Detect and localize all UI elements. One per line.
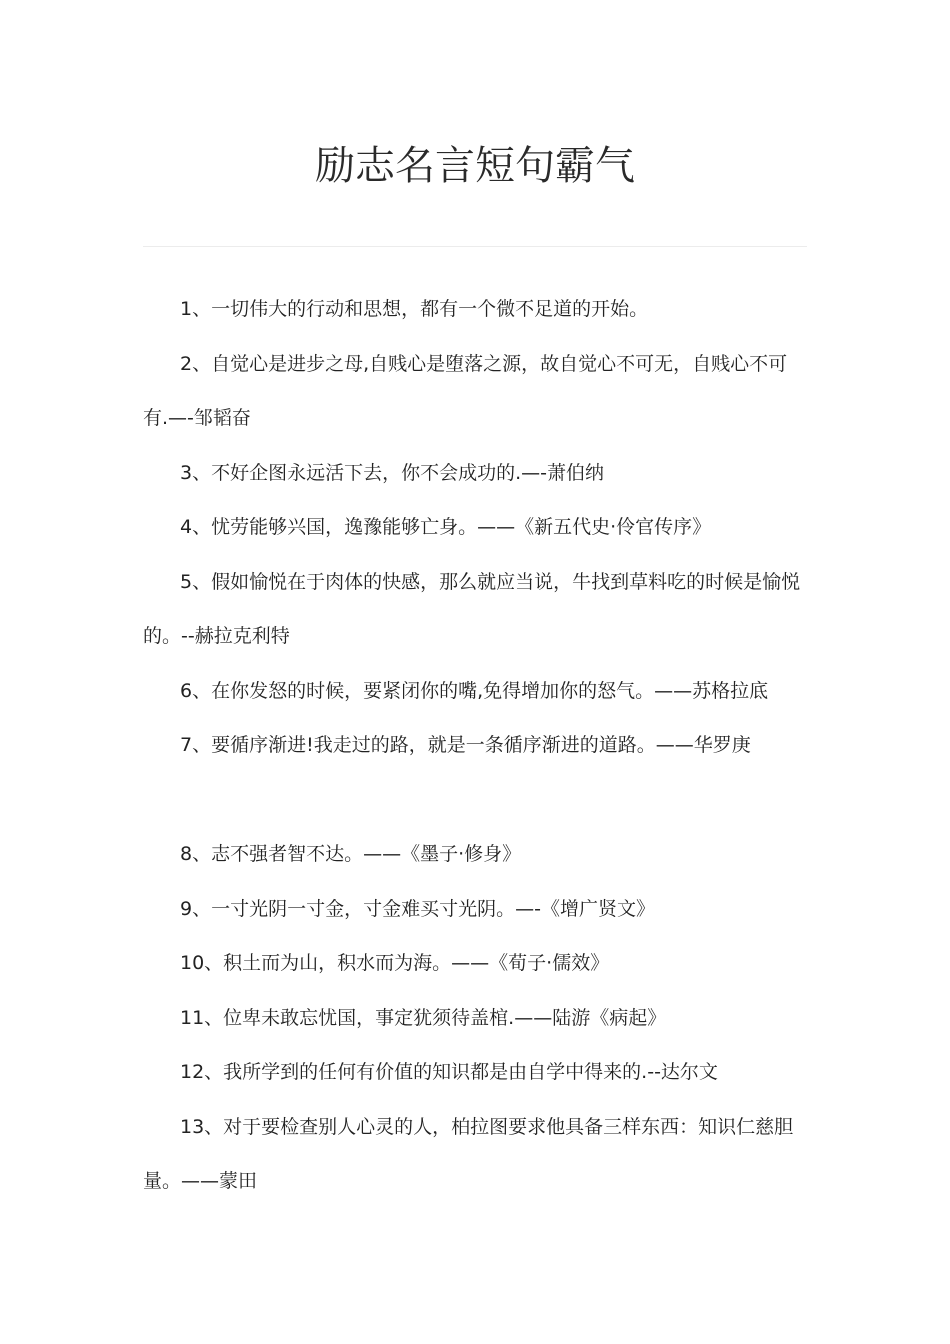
paragraph-gap xyxy=(143,773,807,828)
quote-paragraph: 10、积土而为山，积水而为海。——《荀子·儒效》 xyxy=(180,952,610,974)
quote-paragraph: 7、要循序渐进!我走过的路，就是一条循序渐进的道路。——华罗庚 xyxy=(180,734,751,756)
title-divider xyxy=(143,246,807,247)
document-title: 励志名言短句霸气 xyxy=(315,143,635,189)
quote-paragraph: 3、不好企图永远活下去，你不会成功的.—-萧伯纳 xyxy=(180,461,604,484)
quote-paragraph: 2、自觉心是进步之母,自贱心是堕落之源，故自觉心不可无，自贱心不可有.—-邹韬奋 xyxy=(143,352,788,429)
quote-paragraph: 5、假如愉悦在于肉体的快感，那么就应当说，牛找到草料吃的时候是愉悦的。--赫拉克利特 xyxy=(143,570,801,647)
quote-paragraph: 13、对于要检查别人心灵的人，柏拉图要求他具备三样东西：知识仁慈胆量。——蒙田 xyxy=(143,1115,794,1192)
quote-paragraph: 11、位卑未敢忘忧国，事定犹须待盖棺.——陆游《病起》 xyxy=(180,1006,667,1029)
quote-paragraph: 4、忧劳能够兴国，逸豫能够亡身。——《新五代史·伶官传序》 xyxy=(180,516,712,538)
quote-paragraph: 1、一切伟大的行动和思想，都有一个微不足道的开始。 xyxy=(180,298,649,320)
quote-paragraph: 9、一寸光阴一寸金，寸金难买寸光阴。—-《增广贤文》 xyxy=(180,897,655,920)
document-body xyxy=(143,282,807,1209)
quote-paragraph: 6、在你发怒的时候，要紧闭你的嘴,免得增加你的怒气。——苏格拉底 xyxy=(180,679,769,702)
quote-paragraph: 12、我所学到的任何有价值的知识都是由自学中得来的.--达尔文 xyxy=(180,1061,718,1083)
quote-paragraph: 8、志不强者智不达。——《墨子·修身》 xyxy=(180,843,522,865)
